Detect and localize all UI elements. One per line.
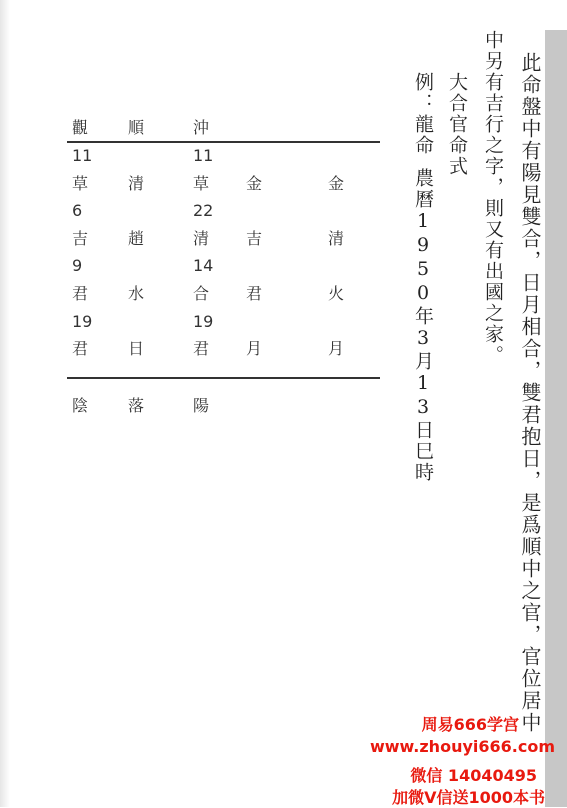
table-cell: 君 bbox=[193, 339, 210, 358]
text-column-3: 大合官命式 bbox=[446, 72, 468, 177]
table-bottom-rule bbox=[67, 377, 380, 379]
table-cell: 君 bbox=[72, 284, 89, 303]
table-cell: 日 bbox=[128, 339, 145, 358]
footer-cell: 陽 bbox=[193, 396, 210, 415]
watermark-line-1: 周易666学宫 bbox=[421, 715, 519, 734]
table-cell: 水 bbox=[128, 284, 145, 303]
table-cell: 清 bbox=[128, 174, 145, 193]
table-cell: 趙 bbox=[128, 229, 145, 248]
watermark-url: www.zhouyi666.com bbox=[369, 737, 555, 756]
table-cell: 月 bbox=[328, 339, 345, 358]
table-cell: 合 bbox=[193, 284, 210, 303]
table-cell: 6 bbox=[72, 201, 83, 220]
text-column-4: 例：龍命 bbox=[412, 72, 434, 156]
text-column-2: 中另有吉行之字，則又有出國之家。 bbox=[482, 30, 504, 366]
table-cell: 吉 bbox=[246, 229, 263, 248]
table-cell: 清 bbox=[193, 229, 210, 248]
table-cell: 清 bbox=[328, 229, 345, 248]
table-cell: 14 bbox=[193, 256, 214, 275]
table-cell: 22 bbox=[193, 201, 214, 220]
header-cell: 觀 bbox=[72, 118, 89, 137]
table-cell: 君 bbox=[246, 284, 263, 303]
table-cell: 11 bbox=[72, 146, 93, 165]
table-cell: 金 bbox=[246, 174, 263, 193]
table-top-rule bbox=[67, 141, 380, 143]
text-column-1: 此命盤中有陽見雙合，日月相合，雙君抱日，是爲順中之官，官位居中 bbox=[518, 52, 542, 734]
table-cell: 火 bbox=[328, 284, 345, 303]
table-cell: 草 bbox=[193, 174, 210, 193]
table-cell: 19 bbox=[193, 312, 214, 331]
watermark-promo: 加微V信送1000本书 bbox=[392, 788, 545, 807]
table-cell: 月 bbox=[246, 339, 263, 358]
text-column-5: 農曆1950年3月13日巳時 bbox=[412, 168, 434, 483]
watermark-wechat: 微信 14040495 bbox=[410, 766, 537, 785]
footer-cell: 落 bbox=[128, 396, 145, 415]
table-cell: 19 bbox=[72, 312, 93, 331]
footer-cell: 陰 bbox=[72, 396, 89, 415]
header-cell: 順 bbox=[128, 118, 145, 137]
table-cell: 金 bbox=[328, 174, 345, 193]
table-cell: 草 bbox=[72, 174, 89, 193]
table-cell: 吉 bbox=[72, 229, 89, 248]
table-cell: 君 bbox=[72, 339, 89, 358]
page-margin-bar bbox=[545, 30, 567, 807]
header-cell: 沖 bbox=[193, 118, 210, 137]
page-edge-shadow bbox=[0, 0, 10, 807]
table-cell: 9 bbox=[72, 256, 83, 275]
table-cell: 11 bbox=[193, 146, 214, 165]
